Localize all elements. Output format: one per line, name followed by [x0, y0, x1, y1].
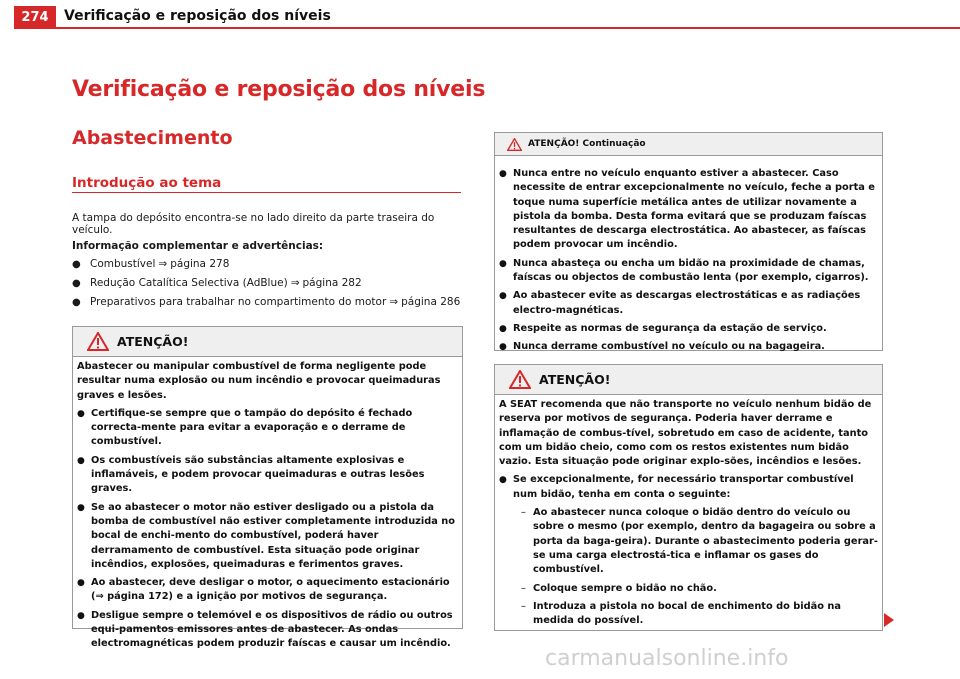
warning-bullet: ● Os combustíveis são substâncias altamente explosivas e inflamáveis, e podem provocar queimaduras e outras lesões graves.	[77, 454, 425, 495]
reference-item[interactable]	[72, 277, 467, 290]
info-heading: Informação complementar e advertências:	[72, 240, 324, 252]
warning-bullet: ● Nunca derrame combustível no veículo ou na bagageira.	[499, 341, 825, 353]
warning-label: ATENÇÃO! Continuação	[528, 139, 646, 149]
reference-page-link[interactable]: página 278	[170, 258, 230, 270]
warning-body	[495, 156, 882, 363]
intro-text: A tampa do depósito encontra-se no lado direito da parte traseira do veículo.	[72, 212, 435, 236]
bullet: ●	[72, 278, 81, 289]
warning-box-jerrycan	[494, 364, 883, 631]
main-title: Verificação e reposição dos níveis	[72, 77, 486, 102]
page-link[interactable]: página 172) e a ignição por motivos de segurança.	[103, 591, 388, 603]
warning-bullet: ● Certifique-se sempre que o tampão do depósito é fechado correcta-mente para evitar a evaporação e o derrame de combustível.	[77, 407, 413, 448]
warning-label: ATENÇÃO!	[117, 334, 189, 349]
reference-text: Redução Catalítica Selectiva (AdBlue)	[90, 277, 288, 289]
warning-header	[495, 133, 882, 156]
warning-intro: Abastecer ou manipular combustível de forma negligente pode resultar numa explosão ou num incêndio e provocar queimaduras graves e lesões.	[77, 361, 441, 401]
reference-text: Preparativos para trabalhar no compartimento do motor	[90, 296, 387, 308]
reference-item[interactable]	[72, 258, 467, 271]
bullet: ●	[72, 259, 81, 270]
warning-bullet: ● Se ao abastecer o motor não estiver desligado ou a pistola da bomba de combustível não estiver completamente introduzida no bocal de enchi-mento do combustível, poderá haver derramamento de combustível. Esta situação pode originar incêndios, explosões, queimaduras e ferimentos graves.	[77, 501, 455, 570]
arrow-icon: ⇒	[158, 258, 168, 270]
warning-body	[73, 357, 462, 660]
warning-bullet: ● Ao abastecer, deve desligar o motor, o aquecimento estacionário (⇒ página 172) e a ignição por motivos de segurança.	[77, 577, 450, 603]
warning-dash-item: – Ao abastecer nunca coloque o bidão dentro do veículo ou sobre o mesmo (por exemplo, dentro da bagageira ou sobre a porta da baga-geira). Durante o abastecimento poderia gerar-se uma carga electrostá-tica e inflamar os gases do combustível.	[521, 507, 878, 576]
warning-triangle-icon	[509, 370, 531, 389]
warning-bullet: ● Nunca entre no veículo enquanto estiver a abastecer. Caso necessite de entrar excepcionalmente no veículo, feche a porta e toque numa superfície metálica antes de utilizar novamente a pistola da bomba. Desta forma evitará que se produzam faíscas resultantes de descarga electrostática. Ao abastecer, as faíscas podem provocar um incêndio.	[499, 168, 875, 251]
arrow-icon: ⇒	[290, 277, 300, 289]
section-title: Abastecimento	[72, 127, 233, 149]
warning-dash-item: – Introduza a pistola no bocal de enchimento do bidão na medida do possível.	[521, 600, 841, 627]
reference-item[interactable]	[72, 296, 467, 309]
page-header	[0, 0, 960, 28]
warning-bullet: ● Ao abastecer evite as descargas electrostáticas e as radiações electro-magnéticas.	[499, 290, 861, 316]
reference-list	[72, 258, 467, 315]
warning-triangle-icon	[507, 138, 522, 151]
bullet: ●	[72, 297, 81, 308]
reference-text: Combustível	[90, 258, 156, 270]
warning-body	[495, 395, 882, 636]
warning-box-fuel	[72, 326, 463, 650]
header-rule	[14, 27, 960, 29]
warning-box-continued	[494, 132, 883, 351]
warning-bullet: ● Respeite as normas de segurança da estação de serviço.	[499, 322, 827, 334]
warning-dash-item: – Coloque sempre o bidão no chão.	[521, 582, 717, 594]
warning-bullet: ● Desligue sempre o telemóvel e os dispositivos de rádio ou outros equi-pamentos emissores antes de abastecer. As ondas electromagnéticas podem produzir faíscas e causar um incêndio.	[77, 609, 453, 650]
subsection-title: Introdução ao tema	[72, 175, 222, 191]
watermark: carmanualsonline.info	[545, 646, 789, 671]
arrow-icon: ⇒	[389, 296, 399, 308]
reference-page-link[interactable]: página 282	[302, 277, 362, 289]
warning-intro: A SEAT recomenda que não transporte no veículo nenhum bidão de reserva por motivos de segurança. Poderia haver derrame e inflamação de combus-tível, sobretudo em caso de acidente, tanto com um bidão cheio, como com os restos existentes num bidão vazio. Esta situação pode originar explo-sões, incêndios e lesões.	[499, 399, 872, 468]
next-page-arrow-icon[interactable]	[884, 613, 894, 627]
warning-bullet: ● Nunca abasteça ou encha um bidão na proximidade de chamas, faíscas ou objectos de combustão lenta (por exemplo, cigarros).	[499, 257, 869, 284]
page-number: 274	[14, 6, 56, 28]
warning-bullet: ● Se excepcionalmente, for necessário transportar combustível num bidão, tenha em conta o seguinte:	[499, 474, 854, 500]
warning-label: ATENÇÃO!	[539, 372, 611, 387]
reference-page-link[interactable]: página 286	[401, 296, 461, 308]
subsection-rule	[72, 192, 461, 193]
arrow-icon: ⇒	[95, 591, 104, 603]
header-title: Verificação e reposição dos níveis	[64, 8, 331, 24]
warning-triangle-icon	[87, 332, 109, 351]
warning-header	[73, 327, 462, 357]
warning-header	[495, 365, 882, 395]
